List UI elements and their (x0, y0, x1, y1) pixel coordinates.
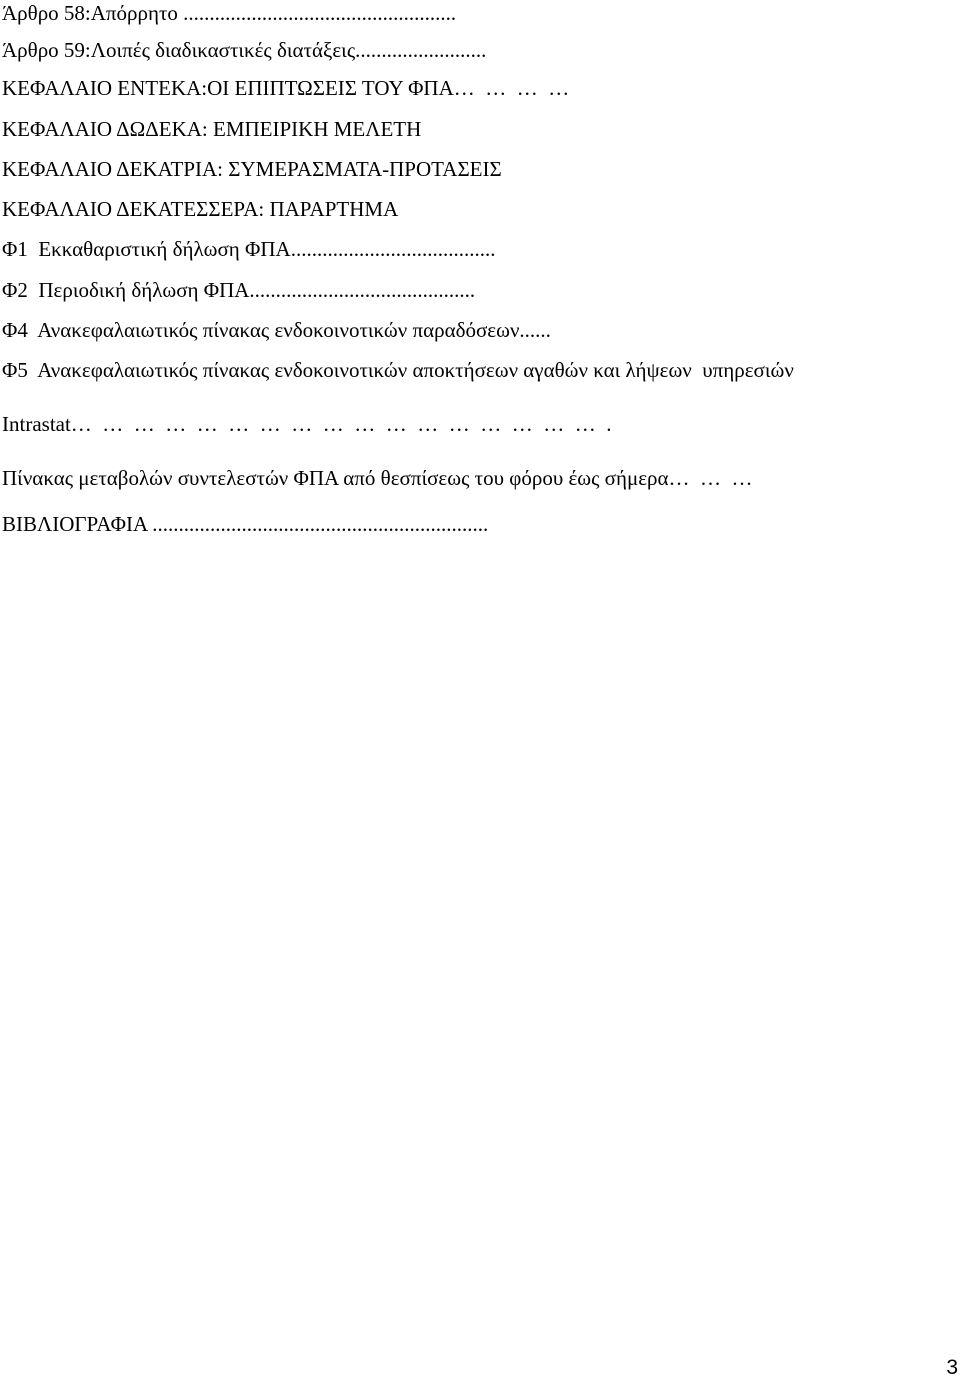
toc-entry-article-59: Άρθρο 59:Λοιπές διαδικαστικές διατάξεις......................... (2, 38, 487, 62)
toc-entry-chapter-14: ΚΕΦΑΛΑΙΟ ΔΕΚΑΤΕΣΣΕΡΑ: ΠΑΡΑΡΤΗΜΑ (2, 197, 399, 221)
page-number: 3 (946, 1356, 958, 1379)
toc-entry-appendix-f1: Φ1 Εκκαθαριστική δήλωση ΦΠΑ....................................... (2, 237, 496, 261)
toc-entry-appendix-f4: Φ4 Ανακεφαλαιωτικός πίνακας ενδοκοινοτικών παραδόσεων...... (2, 318, 551, 342)
toc-entry-chapter-13: ΚΕΦΑΛΑΙΟ ΔΕΚΑΤΡΙΑ: ΣΥΜΕΡΑΣΜΑΤΑ-ΠΡΟΤΑΣΕΙΣ (2, 157, 502, 181)
toc-entry-article-58: Άρθρο 58:Απόρρητο .................................................... (2, 1, 457, 25)
toc-entry-chapter-12: ΚΕΦΑΛΑΙΟ ΔΩΔΕΚΑ: ΕΜΠΕΙΡΙΚΗ ΜΕΛΕΤΗ (2, 117, 422, 141)
toc-entry-bibliography: ΒΙΒΛΙΟΓΡΑΦΙΑ ................................................................ (2, 512, 489, 536)
toc-entry-appendix-f5: Φ5 Ανακεφαλαιωτικός πίνακας ενδοκοινοτικών αποκτήσεων αγαθών και λήψεων υπηρεσιών (2, 358, 794, 382)
toc-entry-appendix-f2: Φ2 Περιοδική δήλωση ΦΠΑ........................................... (2, 278, 476, 302)
toc-entry-intrastat: Intrastat… … … … … … … … … … … … … … … … … . (2, 412, 612, 436)
toc-entry-chapter-11: ΚΕΦΑΛΑΙΟ ΕΝΤΕΚΑ:ΟΙ ΕΠΙΠΤΩΣΕΙΣ ΤΟΥ ΦΠΑ… … … … (2, 76, 570, 100)
toc-entry-vat-rates-table: Πίνακας μεταβολών συντελεστών ΦΠΑ από θεσπίσεως του φόρου έως σήμερα… … … (2, 466, 753, 490)
